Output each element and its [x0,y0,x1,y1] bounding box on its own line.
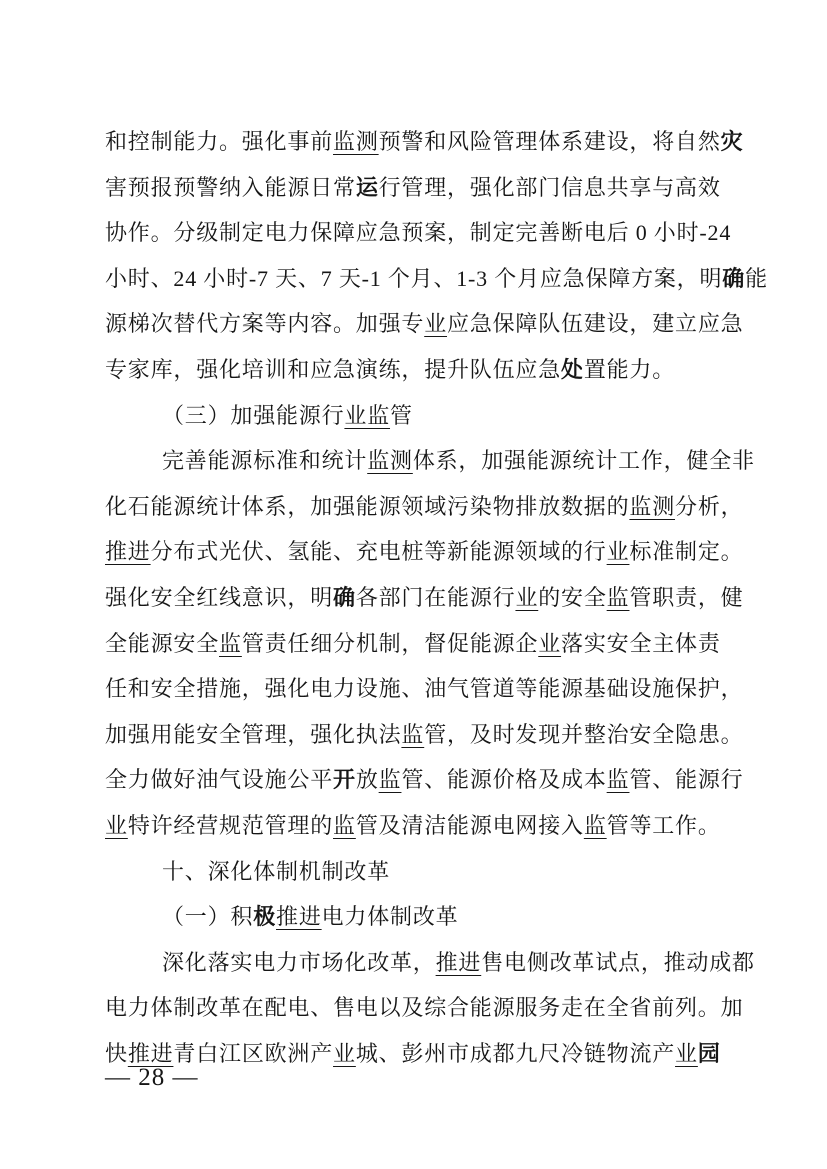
text-segment: 落实安全主体责 [561,630,721,656]
text-segment: 预警和风险管理体系建设，将自然 [378,129,721,154]
text-segment: 的安全 [538,584,607,610]
text-segment: 全能源安全 [105,630,220,656]
text-segment: 体系，加强能源统计工作，健全非 [412,448,755,474]
text-line [105,1031,747,1077]
text-segment: 能 [745,265,768,291]
text-segment: 特许经营规范管理的 [127,812,334,838]
text-segment: 管 [390,402,413,428]
text-line [105,347,747,393]
text-segment: 强化安全红线意识，明 [105,584,334,610]
text-segment: 业 [675,1040,698,1066]
text-segment: 开 [333,767,356,793]
text-segment: 害预报预警纳入能源日常 [105,174,356,200]
text-line [105,712,747,758]
text-segment: 灾 [720,129,744,154]
text-line [105,575,747,621]
text-line [105,985,747,1031]
page-number: — 28 — [105,1064,199,1092]
text-segment: 深化落实电力市场化改革， [162,949,436,975]
text-segment: 加强用能安全管理，强化执法 [105,721,402,747]
text-segment: 监 [219,630,242,656]
text-segment: 确 [722,265,746,291]
text-segment: 源梯次替代方案等内容。加强专 [105,311,425,337]
text-segment: 行管理，强化部门信息共享与高效 [378,174,721,200]
text-segment: 监 [583,812,607,838]
text-segment: 确 [333,584,356,610]
text-segment: 和控制能力。强化事前 [105,129,334,154]
text-segment: 管等工作。 [606,812,721,838]
text-segment: 业 [424,311,448,337]
text-line [105,621,747,667]
text-line [105,393,747,439]
text-segment: 电力体制改革在配电、售电以及综合能源服务走在全省前列。加 [105,995,744,1021]
text-segment: 青白江区欧洲产 [173,1040,334,1066]
text-segment: 管、能源价格及成本 [401,767,607,793]
text-segment: 管及清洁能源电网接入 [355,812,584,838]
text-line [105,165,747,211]
text-segment: 业 [606,539,630,565]
text-segment: 业 [538,630,562,656]
text-segment: 监 [401,721,425,747]
text-line [105,210,747,256]
text-segment: 分布式光伏、氢能、充电桩等新能源领域的行 [150,539,607,565]
text-segment: 电力体制改革 [321,904,459,930]
text-segment: 管责任细分机制，督促能源企 [241,630,539,656]
text-segment: 任和安全措施，强化电力设施、油气管道等能源基础设施保护， [105,676,744,702]
text-segment: （三）加强能源行 [162,402,345,428]
text-segment: 园 [697,1040,721,1066]
text-line [105,484,747,530]
text-segment: 监测 [629,493,676,519]
text-segment: 小时、24 小时-7 天、7 天-1 个月、1-3 个月应急保障方案，明 [105,265,723,291]
text-segment: 城、彭州市成都九尺冷链物流产 [355,1040,676,1066]
text-segment: 监测 [367,448,413,474]
text-segment: 置能力。 [583,356,676,382]
text-segment: 推进 [435,949,482,975]
text-segment: 业监 [344,402,391,428]
text-segment: 推进 [276,904,322,930]
text-segment: 处 [561,356,584,382]
text-segment: 业 [515,584,539,610]
text-segment: 管，及时发现并整治安全隐患。 [424,721,744,747]
text-line [105,529,747,575]
text-line [105,256,768,302]
text-line [105,301,747,347]
text-segment: 售电侧改革试点，推动成都 [481,949,755,975]
text-segment: 全力做好油气设施公平 [105,767,334,793]
text-segment: 管职责，健 [629,584,744,610]
text-segment: 运 [355,174,379,200]
text-segment: 监 [606,767,630,793]
text-line [105,894,747,940]
text-segment: 推进 [127,1040,174,1066]
text-segment: 专家库，强化培训和应急演练，提升队伍应急 [105,356,562,382]
text-segment: 各部门在能源行 [355,584,516,610]
text-segment: 快 [105,1040,128,1066]
text-segment: 管、能源行 [629,767,744,793]
text-segment: 推进 [105,539,151,565]
text-segment: 协作。分级制定电力保障应急预案，制定完善断电后 0 小时-24 [105,220,732,246]
text-segment: 应急保障队伍建设，建立应急 [447,311,744,337]
text-line [105,438,755,484]
text-segment: 化石能源统计体系，加强能源领域污染物排放数据的 [105,493,630,519]
document-body [105,119,768,1076]
text-line [105,940,755,986]
text-segment: 监测 [333,129,379,154]
text-line [105,757,747,803]
text-segment: 标准制定。 [629,539,744,565]
text-segment: 十、深化体制机制改革 [162,858,391,884]
text-segment: 监 [333,812,356,838]
text-line [105,849,747,895]
text-segment: 分析， [675,493,744,519]
text-line [105,119,747,165]
text-segment: 业 [333,1040,356,1066]
text-segment: 放 [355,767,379,793]
text-segment: 业 [105,812,128,838]
text-segment: 完善能源标准和统计 [162,448,368,474]
text-segment: 极 [253,904,277,930]
text-segment: 监 [378,767,402,793]
text-line [105,803,747,849]
text-line [105,666,747,712]
text-segment: （一）积 [162,904,254,930]
text-segment: 监 [606,584,630,610]
